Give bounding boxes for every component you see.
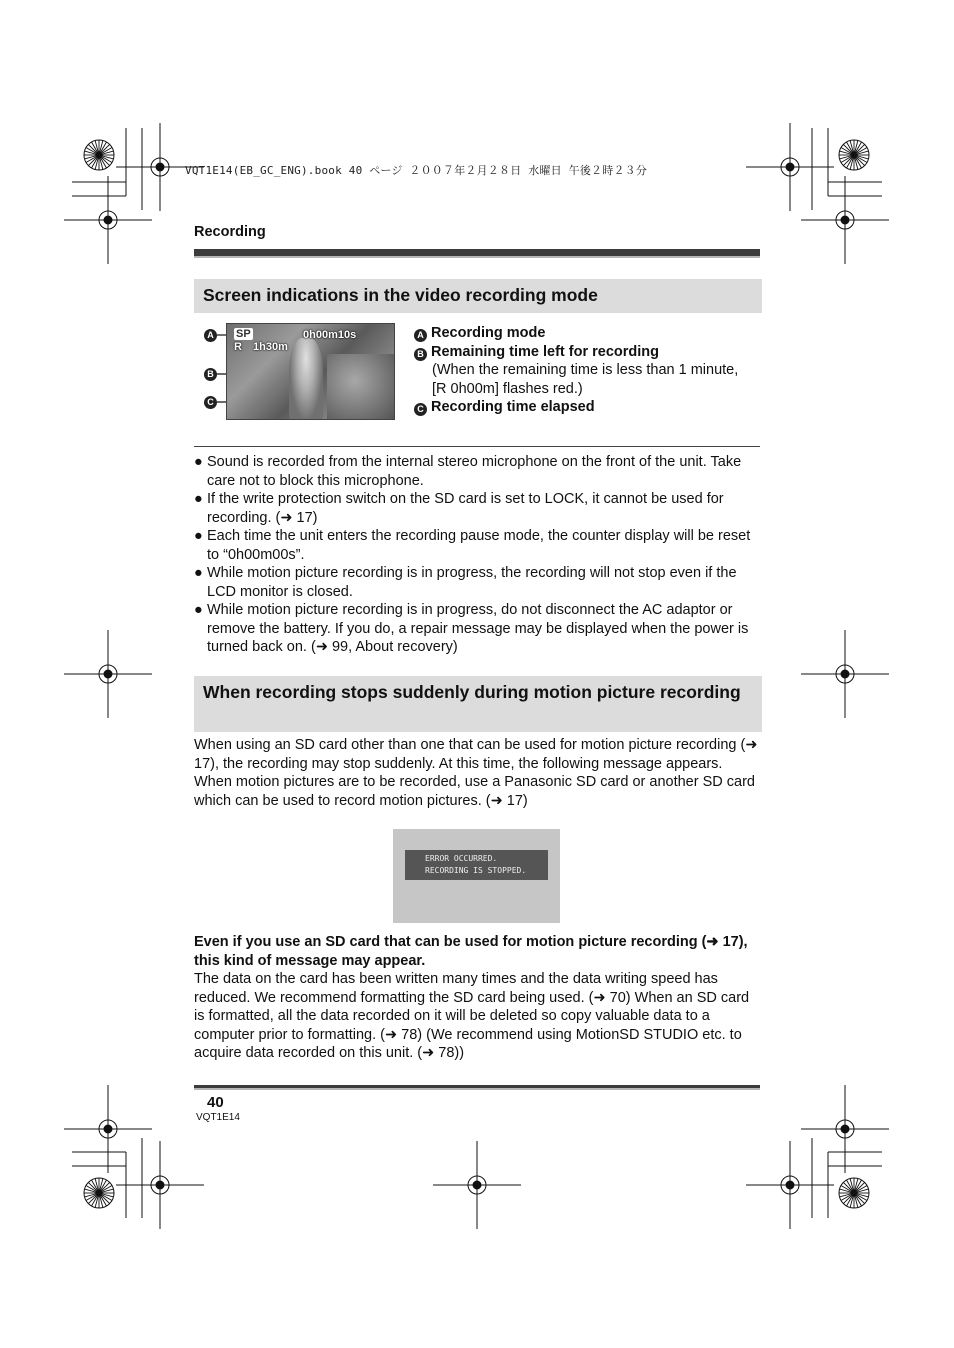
screen-legend [414, 324, 764, 417]
legend-b-label: Remaining time left for recording [431, 343, 659, 360]
list-item: ● Each time the unit enters the recording pause mode, the counter display will be reset to “0h00m00s”. [194, 528, 751, 563]
list-item: ● Sound is recorded from the internal stereo microphone on the front of the unit. Take care not to block this microphone. [194, 454, 742, 489]
error-message-box [405, 850, 548, 880]
bullet-icon: ● [194, 528, 203, 544]
page-code: VQT1E14 [196, 1112, 240, 1123]
heading-screen-indications: Screen indications in the video recording mode [194, 279, 762, 313]
heading-recording-stops: When recording stops suddenly during motion picture recording [194, 676, 762, 732]
legend-b-note-1: (When the remaining time is less than 1 minute, [432, 362, 739, 378]
osd-r: R [234, 341, 242, 353]
legend-b-note-2: [R 0h00m] flashes red.) [432, 380, 583, 397]
callout-b: B [204, 368, 217, 381]
osd-elapsed-time: 0h00m10s [303, 329, 357, 341]
bullet-icon: ● [194, 602, 203, 618]
legend-marker-b: B [414, 348, 427, 361]
paragraph-sd-card: When using an SD card other than one that can be used for motion picture recording (➜ 17), the recording may stop suddenly. At this time, the following message appears. When motion pictures are to be recorded, use a Panasonic SD card or another SD card which can be used to record motion pictures. (➜ 17) [194, 737, 758, 809]
error-screen-image [393, 829, 560, 923]
list-item: ● If the write protection switch on the SD card is set to LOCK, it cannot be used for recording. (➜ 17) [194, 491, 724, 526]
osd-remaining-time: 1h30m [253, 341, 288, 353]
print-header: VQT1E14(EB_GC_ENG).book 40 ページ ２００７年２月２８日 水曜日 午後２時２３分 [185, 164, 648, 177]
legend-marker-a: A [414, 329, 427, 342]
legend-a-label: Recording mode [431, 325, 546, 341]
page-number: 40 [207, 1094, 224, 1111]
paragraph-formatting-body: The data on the card has been written many times and the data writing speed has reduced. We recommend formatting the SD card being used. (➜ 70) When an SD card is formatted, all the data recorded on it will be deleted so copy valuable data to a computer prior to formatting. (➜ 78) (We recommend using MotionSD STUDIO etc. to acquire data recorded on this unit. (➜ 78)) [194, 971, 750, 1061]
error-line-2: RECORDING IS STOPPED. [425, 866, 527, 875]
osd-mode: SP [236, 328, 251, 340]
paragraph-formatting [194, 933, 760, 1063]
bottom-rule [194, 1085, 760, 1090]
callout-a: A [204, 329, 217, 342]
divider [194, 446, 760, 447]
bullet-icon: ● [194, 491, 203, 507]
bullet-icon: ● [194, 565, 203, 581]
list-item: ● While motion picture recording is in progress, the recording will not stop even if the LCD monitor is closed. [194, 565, 737, 600]
legend-marker-c: C [414, 403, 427, 416]
callout-c: C [204, 396, 217, 409]
list-item: ● While motion picture recording is in progress, do not disconnect the AC adaptor or remove the battery. If you do, a repair message may be displayed when the power is turned back on. (➜ 99, About recovery) [194, 602, 749, 655]
legend-c-label: Recording time elapsed [431, 399, 595, 415]
bullet-icon: ● [194, 454, 203, 470]
error-line-1: ERROR OCCURRED. [425, 854, 498, 863]
notes-list [194, 453, 760, 657]
recording-screen-image [226, 323, 395, 420]
section-label: Recording [194, 224, 266, 240]
paragraph-formatting-bold: Even if you use an SD card that can be used for motion picture recording (➜ 17), this kind of message may appear. [194, 934, 748, 969]
